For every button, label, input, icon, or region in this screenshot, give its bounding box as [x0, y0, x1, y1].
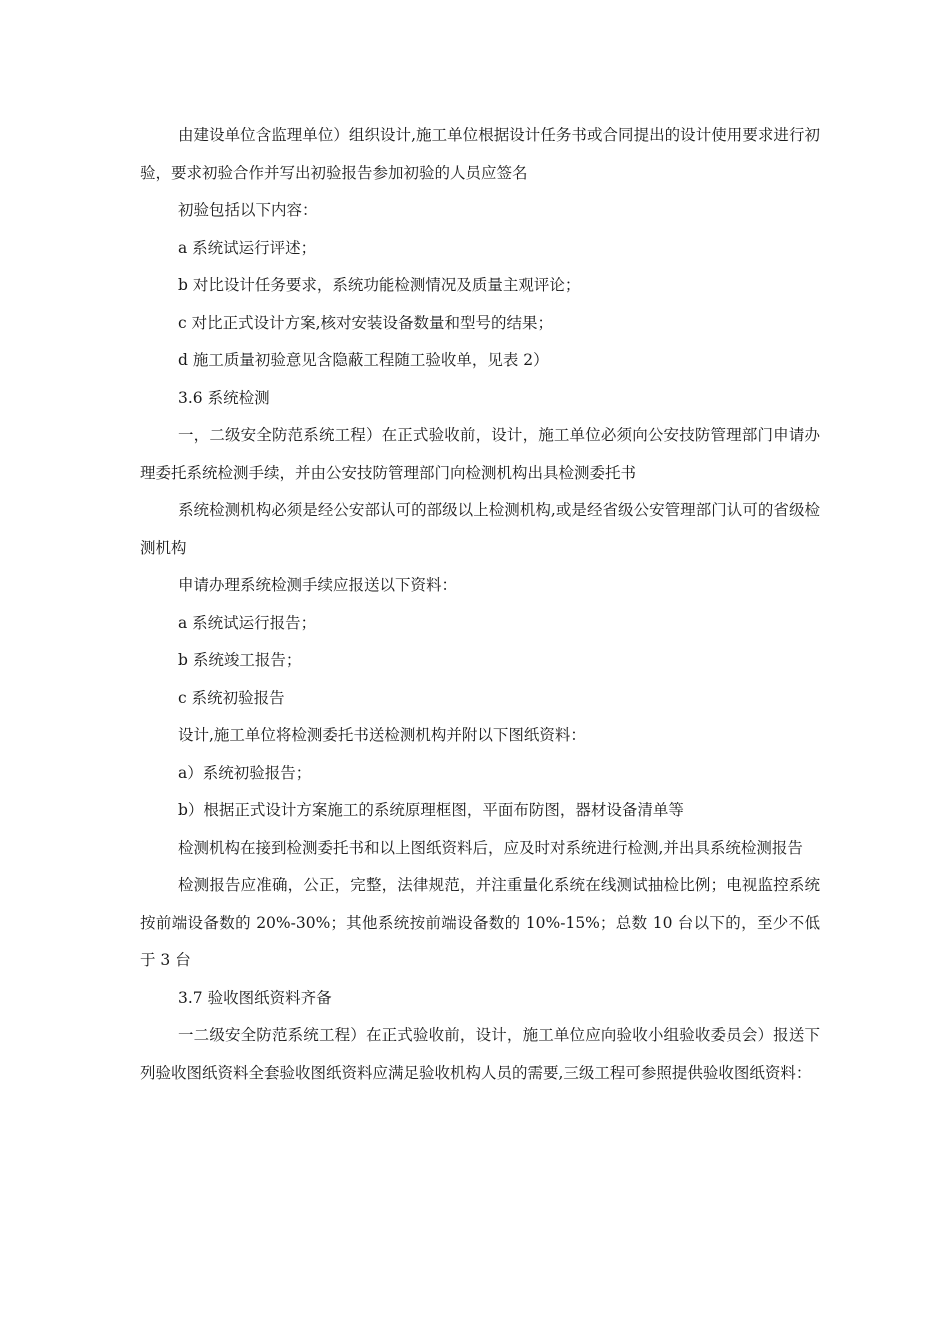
paragraph-inspection-agency: 系统检测机构必须是经公安部认可的部级以上检测机构,或是经省级公安管理部门认可的省级检测机构 — [140, 501, 820, 557]
section-heading-acceptance-drawings: 3.7 验收图纸资料齐备 — [178, 988, 332, 1007]
list-item-design-comparison: b 对比设计任务要求，系统功能检测情况及质量主观评论； — [178, 276, 581, 294]
list-item-system-diagrams: b）根据正式设计方案施工的系统原理框图，平面布防图，器材设备清单等 — [178, 801, 684, 819]
paragraph-initial-acceptance-contents: 初验包括以下内容： — [178, 201, 318, 219]
paragraph-agency-inspection: 检测机构在接到检测委托书和以上图纸资料后，应及时对系统进行检测,并出具系统检测报告 — [178, 838, 803, 857]
paragraph-inspection-application: 一，二级安全防范系统工程）在正式验收前，设计，施工单位必须向公安技防管理部门申请办理委托系统检测手续，并由公安技防管理部门向检测机构出具检测委托书 — [140, 426, 820, 482]
paragraph-application-materials: 申请办理系统检测手续应报送以下资料： — [178, 576, 458, 594]
document-body — [140, 117, 820, 1092]
list-item-initial-inspection-report: a）系统初验报告； — [178, 763, 312, 782]
list-item-trial-run-review: a 系统试运行评述； — [178, 238, 317, 257]
paragraph-acceptance-drawings: 一二级安全防范系统工程）在正式验收前，设计，施工单位应向验收小组验收委员会）报送下列验收图纸资料全套验收图纸资料应满足验收机构人员的需要,三级工程可参照提供验收图纸资料： — [140, 1026, 820, 1082]
list-item-completion-report: b 系统竣工报告； — [178, 651, 302, 669]
list-item-initial-report: c 系统初验报告 — [178, 688, 285, 707]
paragraph-initial-acceptance-intro: 由建设单位含监理单位）组织设计,施工单位根据设计任务书或合同提出的设计使用要求进行初验，要求初验合作并写出初验报告参加初验的人员应签名 — [140, 126, 820, 182]
list-item-equipment-check: c 对比正式设计方案,核对安装设备数量和型号的结果； — [178, 313, 554, 332]
list-item-trial-run-report: a 系统试运行报告； — [178, 613, 317, 632]
paragraph-inspection-report-requirements: 检测报告应准确，公正，完整，法律规范，并注重量化系统在线测试抽检比例；电视监控系统按前端设备数的 20%-30%；其他系统按前端设备数的 10%-15%；总数 10 台以下的，至少不低于 3 台 — [140, 876, 820, 969]
section-heading-system-inspection: 3.6 系统检测 — [178, 388, 270, 407]
list-item-construction-quality: d 施工质量初验意见含隐蔽工程随工验收单，见表 2） — [178, 351, 549, 369]
paragraph-submit-drawings: 设计,施工单位将检测委托书送检测机构并附以下图纸资料： — [178, 726, 586, 744]
